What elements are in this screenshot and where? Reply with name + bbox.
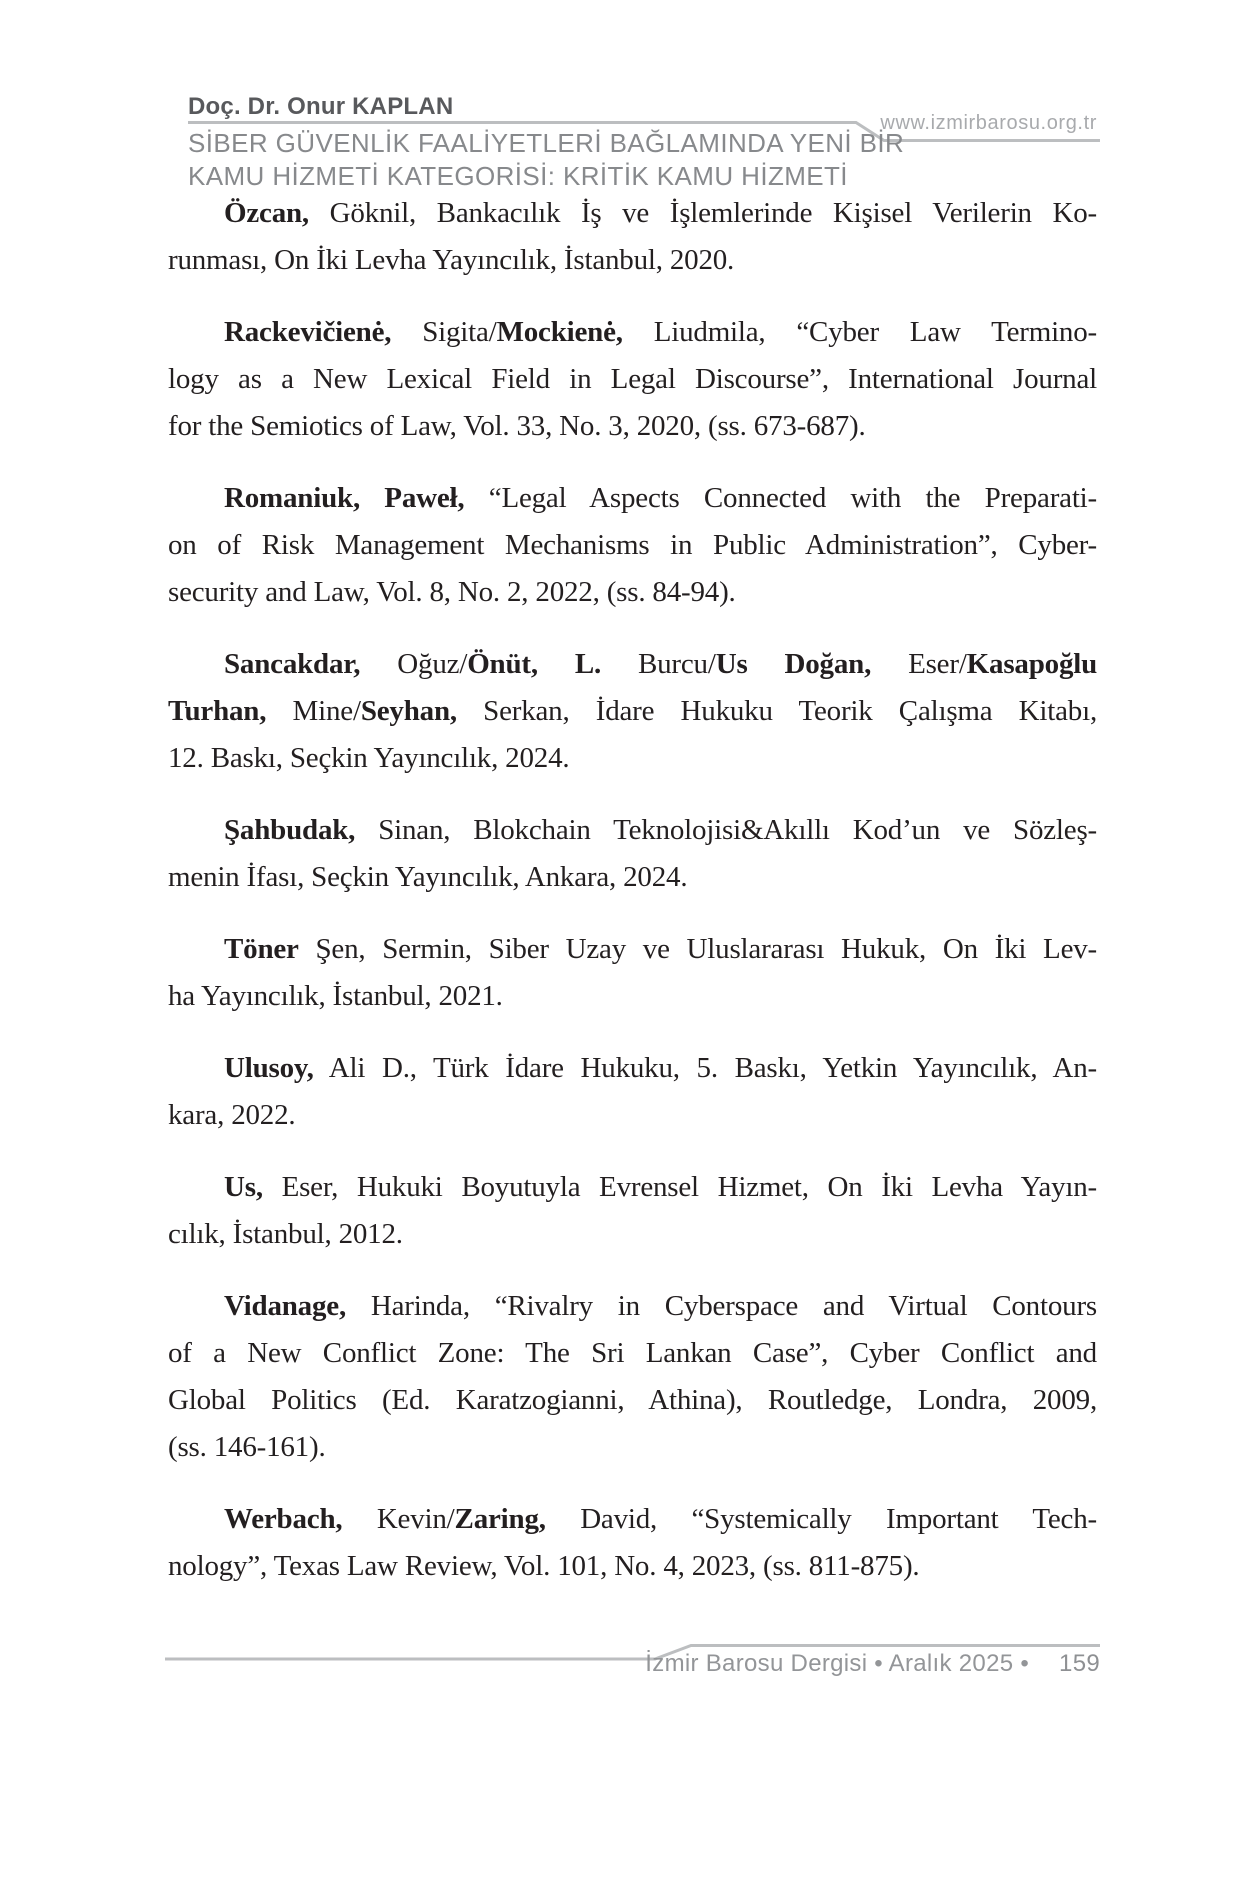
bibliography-entry-line: Özcan, Göknil, Bankacılık İş ve İşlemlerinde Kişisel Verilerin Ko- (224, 197, 1097, 229)
bibliography-entry (168, 641, 1097, 782)
bibliography-entry-line: Rackevičienė, Sigita/Mockienė, Liudmila, “Cyber Law Termino- (224, 316, 1097, 348)
bibliography-entry-line: 12. Baskı, Seçkin Yayıncılık, 2024. (168, 742, 570, 774)
bibliography-entry-line: of a New Conflict Zone: The Sri Lankan Case”, Cyber Conflict and (168, 1337, 1097, 1369)
article-title-line-2: KAMU HİZMETİ KATEGORİSİ: KRİTİK KAMU HİZMETİ (188, 161, 848, 191)
bibliography-entry (168, 309, 1097, 450)
bibliography-entry (168, 1496, 1097, 1590)
bibliography-entry-line: for the Semiotics of Law, Vol. 33, No. 3, 2020, (ss. 673-687). (168, 410, 866, 442)
bibliography-entry-line: menin İfası, Seçkin Yayıncılık, Ankara, 2024. (168, 861, 688, 893)
bibliography-entry-line: Us, Eser, Hukuki Boyutuyla Evrensel Hizmet, On İki Levha Yayın- (224, 1171, 1097, 1203)
bibliography-entry (168, 190, 1097, 284)
bibliography-entry-line: Werbach, Kevin/Zaring, David, “Systemically Important Tech- (224, 1503, 1097, 1535)
bibliography-entry-line: cılık, İstanbul, 2012. (168, 1218, 403, 1250)
journal-website-url: www.izmirbarosu.org.tr (880, 112, 1097, 134)
bibliography-entry-line: Ulusoy, Ali D., Türk İdare Hukuku, 5. Baskı, Yetkin Yayıncılık, An- (224, 1052, 1097, 1084)
bibliography-entry (168, 1283, 1097, 1471)
bibliography-entry (168, 475, 1097, 616)
bibliography-entry (168, 1164, 1097, 1258)
bibliography-entry-line: runması, On İki Levha Yayıncılık, İstanbul, 2020. (168, 244, 735, 276)
bibliography-entry-line: Turhan, Mine/Seyhan, Serkan, İdare Hukuku Teorik Çalışma Kitabı, (168, 695, 1098, 727)
bibliography-entry-line: on of Risk Management Mechanisms in Public Administration”, Cyber- (168, 529, 1097, 561)
bibliography-entry-line: ha Yayıncılık, İstanbul, 2021. (168, 980, 503, 1012)
bibliography-list (168, 190, 1097, 1615)
footer-text (645, 1650, 1100, 1678)
bibliography-entry-line: Şahbudak, Sinan, Blokchain Teknolojisi&Akıllı Kod’un ve Sözleş- (224, 814, 1097, 846)
bibliography-entry-line: Vidanage, Harinda, “Rivalry in Cyberspace and Virtual Contours (224, 1290, 1097, 1322)
bibliography-entry-line: Sancakdar, Oğuz/Önüt, L. Burcu/Us Doğan, Eser/Kasapoğlu (224, 648, 1098, 680)
bibliography-entry-line: Töner Şen, Sermin, Siber Uzay ve Uluslararası Hukuk, On İki Lev- (224, 933, 1097, 965)
bibliography-entry (168, 926, 1097, 1020)
bibliography-entry (168, 807, 1097, 901)
bibliography-entry-line: (ss. 146-161). (168, 1431, 326, 1463)
footer-journal-issue: İzmir Barosu Dergisi • Aralık 2025 • (645, 1650, 1030, 1677)
bibliography-entry-line: Romaniuk, Paweł, “Legal Aspects Connected with the Preparati- (224, 482, 1097, 514)
footer-page-number: 159 (1059, 1650, 1100, 1677)
bibliography-entry-line: nology”, Texas Law Review, Vol. 101, No. 4, 2023, (ss. 811-875). (168, 1550, 920, 1582)
bibliography-entry-line: kara, 2022. (168, 1099, 296, 1131)
bibliography-entry-line: security and Law, Vol. 8, No. 2, 2022, (ss. 84-94). (168, 576, 736, 608)
article-title-line-1: SİBER GÜVENLİK FAALİYETLERİ BAĞLAMINDA YENİ BİR (188, 128, 905, 158)
bibliography-entry (168, 1045, 1097, 1139)
bibliography-entry-line: Global Politics (Ed. Karatzogianni, Athina), Routledge, Londra, 2009, (168, 1384, 1097, 1416)
page-header-author: Doç. Dr. Onur KAPLAN (188, 93, 454, 120)
bibliography-entry-line: logy as a New Lexical Field in Legal Discourse”, International Journal (168, 363, 1097, 395)
